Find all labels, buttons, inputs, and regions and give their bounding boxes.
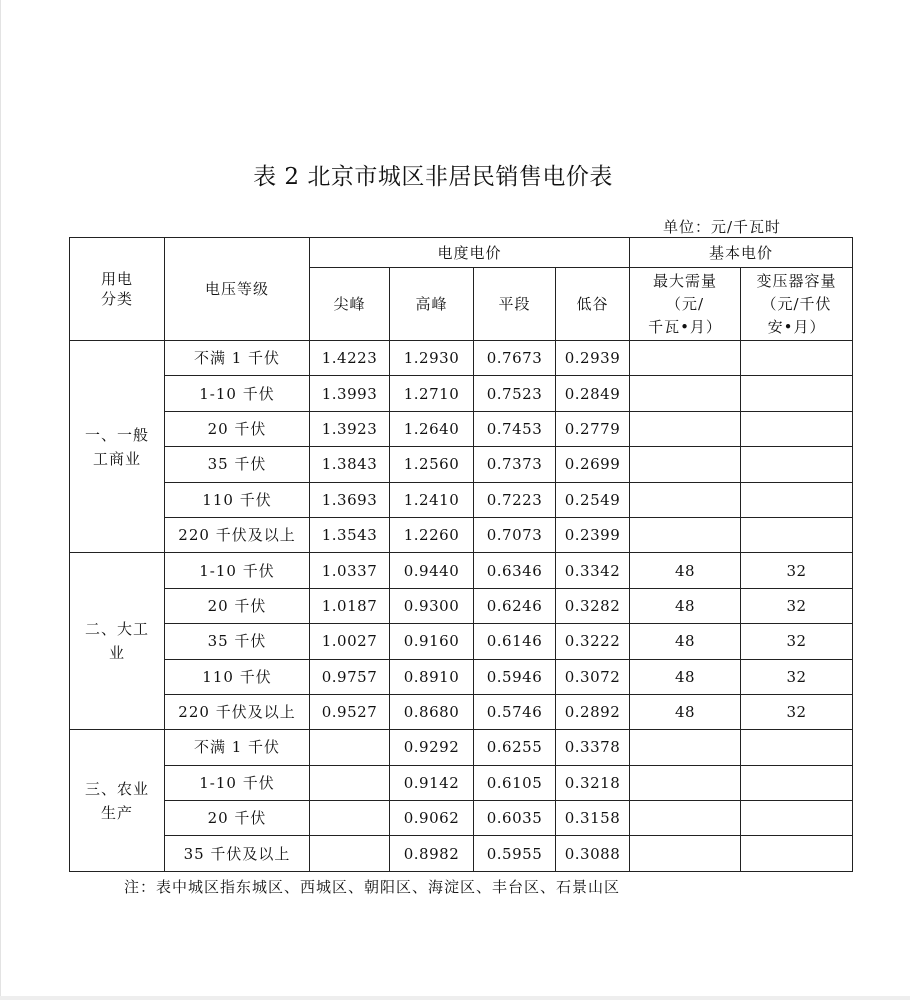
voltage-cell: 220 千伏及以上: [165, 694, 310, 729]
voltage-cell: 20 千伏: [165, 801, 310, 836]
transformer-capacity-cell: 32: [741, 588, 853, 623]
max-demand-cell: 48: [630, 694, 741, 729]
table-row: [70, 447, 853, 482]
voltage-cell: 35 千伏: [165, 624, 310, 659]
table-row: [70, 411, 853, 446]
table-row: [70, 517, 853, 552]
transformer-capacity-cell: [741, 376, 853, 411]
max-demand-cell: [630, 482, 741, 517]
max-demand-cell: 48: [630, 659, 741, 694]
sharp-peak-price-cell: 0.9757: [310, 659, 390, 694]
price-table: [69, 237, 853, 872]
transformer-capacity-cell: [741, 341, 853, 376]
table-row: [70, 836, 853, 871]
sharp-peak-price-cell: 1.3993: [310, 376, 390, 411]
sharp-peak-price-cell: 1.3543: [310, 517, 390, 552]
peak-price-cell: 1.2930: [390, 341, 474, 376]
valley-price-cell: 0.2699: [556, 447, 630, 482]
header-sharp-peak: 尖峰: [310, 268, 390, 341]
sharp-peak-price-cell: 0.9527: [310, 694, 390, 729]
valley-price-cell: 0.2779: [556, 411, 630, 446]
sharp-peak-price-cell: [310, 730, 390, 765]
peak-price-cell: 0.8910: [390, 659, 474, 694]
transformer-capacity-cell: 32: [741, 553, 853, 588]
max-demand-cell: [630, 836, 741, 871]
page-edge: [0, 0, 1, 1000]
header-peak: 高峰: [390, 268, 474, 341]
peak-price-cell: 1.2410: [390, 482, 474, 517]
header-voltage: 电压等级: [165, 238, 310, 341]
flat-price-cell: 0.6146: [474, 624, 556, 659]
transformer-capacity-cell: 32: [741, 659, 853, 694]
table-row: [70, 730, 853, 765]
category-cell: 三、农业 生产: [70, 730, 165, 872]
valley-price-cell: 0.2892: [556, 694, 630, 729]
peak-price-cell: 0.9300: [390, 588, 474, 623]
header-max-demand: 最大需量 （元/ 千瓦•月）: [630, 268, 741, 341]
table-row: [70, 765, 853, 800]
sharp-peak-price-cell: [310, 836, 390, 871]
flat-price-cell: 0.6105: [474, 765, 556, 800]
sharp-peak-price-cell: 1.3923: [310, 411, 390, 446]
valley-price-cell: 0.2939: [556, 341, 630, 376]
max-demand-cell: [630, 341, 741, 376]
flat-price-cell: 0.5955: [474, 836, 556, 871]
valley-price-cell: 0.3342: [556, 553, 630, 588]
flat-price-cell: 0.7373: [474, 447, 556, 482]
flat-price-cell: 0.6246: [474, 588, 556, 623]
peak-price-cell: 1.2710: [390, 376, 474, 411]
flat-price-cell: 0.5946: [474, 659, 556, 694]
transformer-capacity-cell: [741, 836, 853, 871]
voltage-cell: 20 千伏: [165, 588, 310, 623]
peak-price-cell: 0.8982: [390, 836, 474, 871]
peak-price-cell: 1.2560: [390, 447, 474, 482]
peak-price-cell: 0.9440: [390, 553, 474, 588]
valley-price-cell: 0.3378: [556, 730, 630, 765]
table-row: [70, 553, 853, 588]
flat-price-cell: 0.5746: [474, 694, 556, 729]
transformer-capacity-cell: [741, 411, 853, 446]
transformer-capacity-cell: [741, 447, 853, 482]
voltage-cell: 1-10 千伏: [165, 765, 310, 800]
header-energy-price: 电度电价: [310, 238, 630, 268]
transformer-capacity-cell: [741, 765, 853, 800]
valley-price-cell: 0.3072: [556, 659, 630, 694]
valley-price-cell: 0.2849: [556, 376, 630, 411]
table-row: [70, 341, 853, 376]
max-demand-cell: [630, 765, 741, 800]
flat-price-cell: 0.6035: [474, 801, 556, 836]
table-title: 表 2 北京市城区非居民销售电价表: [253, 164, 613, 190]
category-cell: 二、大工 业: [70, 553, 165, 730]
page-edge: [0, 996, 910, 1000]
table-row: [70, 376, 853, 411]
peak-price-cell: 0.9160: [390, 624, 474, 659]
max-demand-cell: 48: [630, 553, 741, 588]
flat-price-cell: 0.6346: [474, 553, 556, 588]
table-row: [70, 588, 853, 623]
header-category: 用电 分类: [70, 238, 165, 341]
table-row: [70, 694, 853, 729]
sharp-peak-price-cell: 1.4223: [310, 341, 390, 376]
valley-price-cell: 0.2549: [556, 482, 630, 517]
transformer-capacity-cell: [741, 482, 853, 517]
voltage-cell: 20 千伏: [165, 411, 310, 446]
peak-price-cell: 1.2260: [390, 517, 474, 552]
valley-price-cell: 0.3222: [556, 624, 630, 659]
max-demand-cell: 48: [630, 588, 741, 623]
transformer-capacity-cell: [741, 801, 853, 836]
valley-price-cell: 0.3088: [556, 836, 630, 871]
header-transformer-capacity: 变压器容量 （元/千伏 安•月）: [741, 268, 853, 341]
table-row: [70, 482, 853, 517]
footnote: 注：表中城区指东城区、西城区、朝阳区、海淀区、丰台区、石景山区: [124, 878, 621, 896]
valley-price-cell: 0.3282: [556, 588, 630, 623]
sharp-peak-price-cell: [310, 765, 390, 800]
header-basic-price: 基本电价: [630, 238, 853, 268]
voltage-cell: 110 千伏: [165, 482, 310, 517]
table-row: [70, 659, 853, 694]
voltage-cell: 1-10 千伏: [165, 376, 310, 411]
transformer-capacity-cell: 32: [741, 624, 853, 659]
max-demand-cell: [630, 447, 741, 482]
flat-price-cell: 0.7453: [474, 411, 556, 446]
transformer-capacity-cell: [741, 730, 853, 765]
transformer-capacity-cell: [741, 517, 853, 552]
sharp-peak-price-cell: [310, 801, 390, 836]
table-body: [70, 341, 853, 872]
header-valley: 低谷: [556, 268, 630, 341]
peak-price-cell: 1.2640: [390, 411, 474, 446]
max-demand-cell: [630, 730, 741, 765]
flat-price-cell: 0.7523: [474, 376, 556, 411]
unit-label: 单位：元/千瓦时: [663, 218, 782, 236]
sharp-peak-price-cell: 1.0337: [310, 553, 390, 588]
sharp-peak-price-cell: 1.3693: [310, 482, 390, 517]
voltage-cell: 35 千伏及以上: [165, 836, 310, 871]
category-cell: 一、一般 工商业: [70, 341, 165, 553]
valley-price-cell: 0.3158: [556, 801, 630, 836]
flat-price-cell: 0.7223: [474, 482, 556, 517]
sharp-peak-price-cell: 1.0187: [310, 588, 390, 623]
flat-price-cell: 0.7673: [474, 341, 556, 376]
voltage-cell: 35 千伏: [165, 447, 310, 482]
peak-price-cell: 0.9062: [390, 801, 474, 836]
peak-price-cell: 0.9292: [390, 730, 474, 765]
voltage-cell: 不满 1 千伏: [165, 341, 310, 376]
voltage-cell: 220 千伏及以上: [165, 517, 310, 552]
voltage-cell: 不满 1 千伏: [165, 730, 310, 765]
flat-price-cell: 0.6255: [474, 730, 556, 765]
transformer-capacity-cell: 32: [741, 694, 853, 729]
flat-price-cell: 0.7073: [474, 517, 556, 552]
sharp-peak-price-cell: 1.0027: [310, 624, 390, 659]
voltage-cell: 1-10 千伏: [165, 553, 310, 588]
max-demand-cell: [630, 376, 741, 411]
table-row: [70, 624, 853, 659]
valley-price-cell: 0.3218: [556, 765, 630, 800]
sharp-peak-price-cell: 1.3843: [310, 447, 390, 482]
header-flat: 平段: [474, 268, 556, 341]
valley-price-cell: 0.2399: [556, 517, 630, 552]
max-demand-cell: 48: [630, 624, 741, 659]
voltage-cell: 110 千伏: [165, 659, 310, 694]
max-demand-cell: [630, 801, 741, 836]
max-demand-cell: [630, 411, 741, 446]
table-header: [70, 238, 853, 341]
table-row: [70, 801, 853, 836]
max-demand-cell: [630, 517, 741, 552]
peak-price-cell: 0.8680: [390, 694, 474, 729]
peak-price-cell: 0.9142: [390, 765, 474, 800]
